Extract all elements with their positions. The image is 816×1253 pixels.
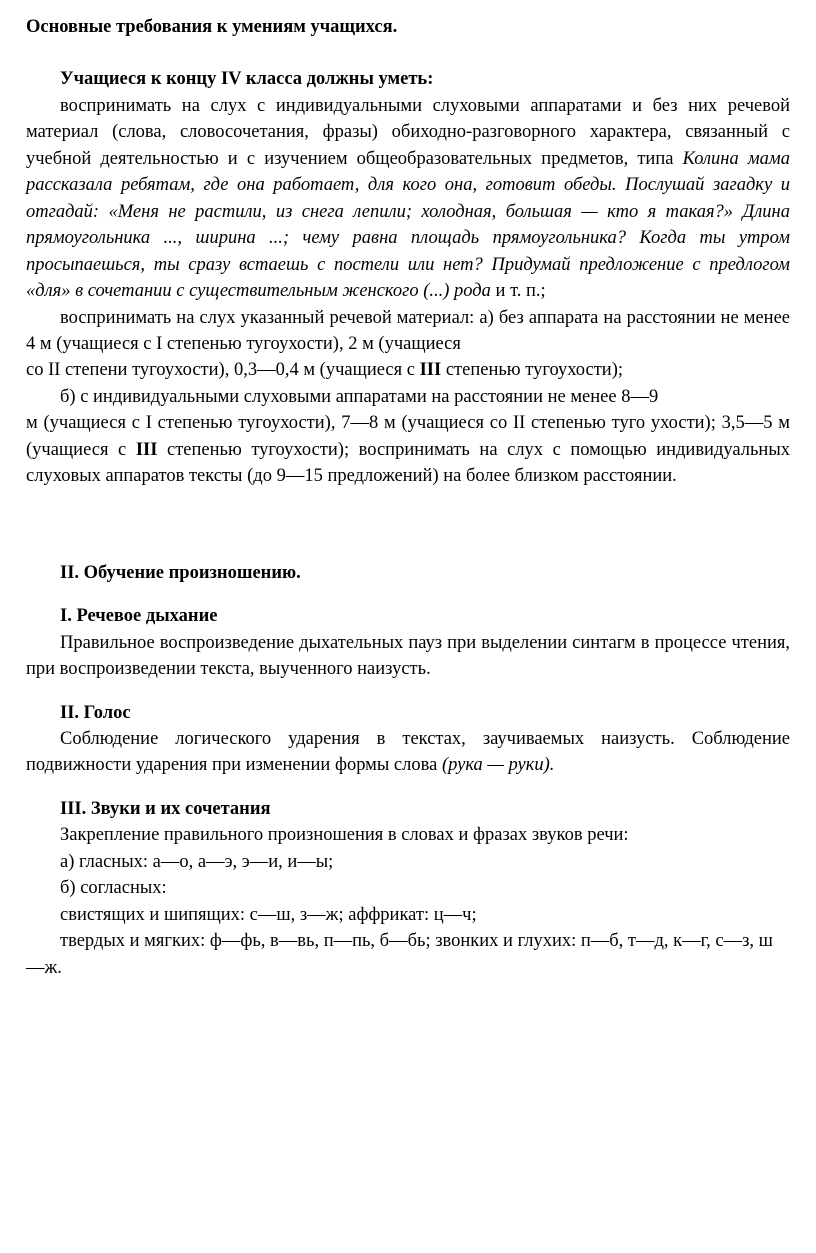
- section2-sub2-text-main: Соблюдение логического ударения в текстах, заучиваемых наизусть. Соблюдение подвижности ударения при изменении формы слова: [26, 728, 790, 776]
- section1-paragraph-3: [26, 357, 790, 383]
- section2-heading: II. Обучение произношению.: [60, 562, 301, 583]
- spacer: [26, 490, 790, 534]
- section2-sub2-text-italic: (рука — руки).: [441, 755, 555, 776]
- spacer: [26, 683, 790, 700]
- section2-sub1-text: Правильное воспроизведение дыхательных пауз при выделении синтагм в процессе чтения, при воспроизведении текста, выученного наизусть.: [26, 632, 790, 680]
- section1-para3-text: со II степени тугоухости), 0,3—0,4 м (учащиеся с: [26, 360, 420, 381]
- section1-para5-tail: степенью тугоухости); воспринимать на слух с помощью индивидуальных слуховых аппаратов тексты (до 9—15 предложений) на более близком расстоянии.: [26, 439, 790, 487]
- section2-sub3-item-b: б) согласных:: [60, 878, 167, 899]
- section1-paragraph-4: б) с индивидуальными слуховыми аппаратами на расстоянии не менее 8—9: [60, 386, 659, 407]
- section1-para1-italic: Колина мама рассказала ребятам, где она работает, для кого она, готовит обеды. Послушай загадку и отгадай: «Меня не растили, из снега лепили; холодная, большая — кто я такая?» Длина прямоугольника ..., ширина ...; чему равна площадь прямоугольника? Когда ты утром просыпаешься, ты сразу встаешь с постели или нет? Придумай предложение с предлогом «для» в сочетании с существительным женского (...) рода: [26, 148, 790, 302]
- page-title: Основные требования к умениям учащихся.: [26, 17, 398, 37]
- section2-sub3-heading: III. Звуки и их сочетания: [60, 798, 271, 819]
- section2-sub2-text: [26, 726, 790, 779]
- section1-para3-tail: степенью тугоухости);: [441, 360, 623, 381]
- section2-sub3-item-a: а) гласных: а—о, а—э, э—и, и—ы;: [60, 851, 334, 872]
- spacer: [26, 779, 790, 796]
- section2-sub3-item-b1: свистящих и шипящих: с—ш, з—ж; аффрикат: ц—ч;: [60, 904, 477, 925]
- spacer: [26, 40, 790, 66]
- section1-paragraph-5: [26, 410, 790, 489]
- section1-heading: Учащиеся к концу IV класса должны уметь:: [60, 69, 434, 90]
- section1-para1-text: воспринимать на слух с индивидуальными слуховыми аппаратами и без них речевой материал (слова, словосочетания, фразы) обиходно-разговорного характера, связанный с учебной деятельностью и с изучением общеобразовательных предметов, типа: [26, 95, 790, 169]
- section1-para3-bold: III: [419, 360, 442, 381]
- section2-sub3-item-b2: твердых и мягких: ф—фь, в—вь, п—пь, б—бь; звонких и глухих: п—б, т—д, к—г, с—з, ш—ж.: [26, 931, 773, 978]
- section2-sub3-text: Закрепление правильного произношения в словах и фразах звуков речи:: [60, 825, 629, 846]
- section1-paragraph-1: [26, 93, 790, 305]
- section1-para5-text: м (учащиеся с I степенью тугоухости), 7—8 м (учащиеся со II степенью туго ухости); 3,5—5 м (учащиеся с: [26, 413, 790, 460]
- section1-para5-bold: III: [135, 439, 158, 460]
- spacer: [26, 534, 790, 560]
- document-body: [26, 14, 790, 981]
- section2-sub2-heading: II. Голос: [60, 702, 131, 723]
- section1-paragraph-2: воспринимать на слух указанный речевой материал: а) без аппарата на расстоянии не менее 4 м (учащиеся с I степенью тугоухости), 2 м (учащиеся: [26, 307, 790, 354]
- section2-sub1-heading: I. Речевое дыхание: [60, 606, 218, 627]
- section1-para1-tail: и т. п.;: [490, 281, 546, 302]
- spacer: [26, 586, 790, 603]
